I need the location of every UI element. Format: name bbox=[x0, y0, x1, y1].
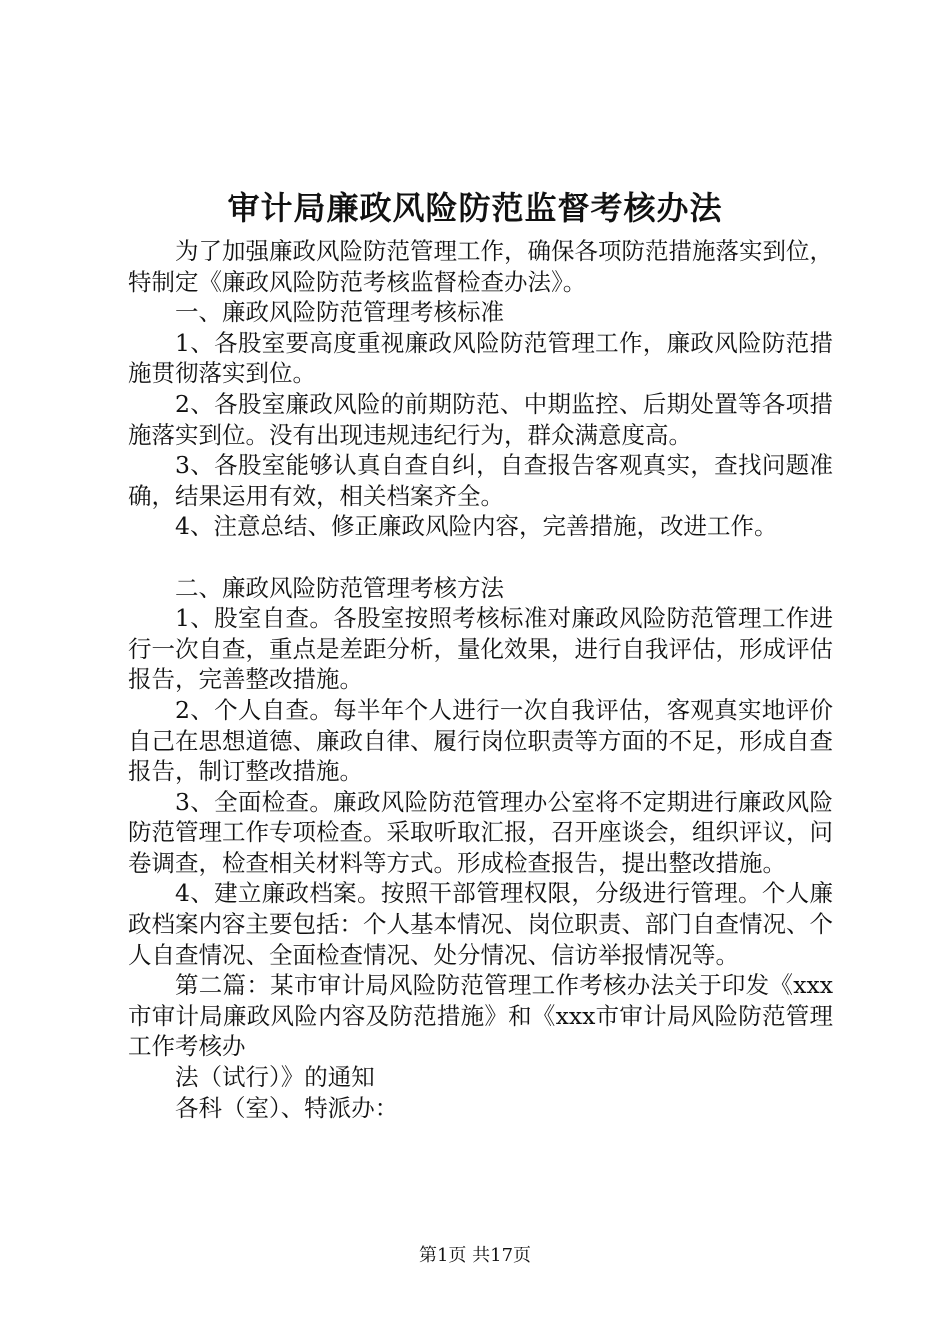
paragraph-method-2: 2、个人自查。每半年个人进行一次自我评估，客观真实地评价自己在思想道德、廉政自律、履行岗位职责等方面的不足，形成自查报告，制订整改措施。 bbox=[128, 695, 833, 786]
paragraph-notice-title: 法（试行）》的通知 bbox=[175, 1063, 375, 1092]
paragraph-method-3: 3、全面检查。廉政风险防范管理办公室将不定期进行廉政风险防范管理工作专项检查。采取听取汇报，召开座谈会，组织评议，问卷调查，检查相关材料等方式。形成检查报告，提出整改措施。 bbox=[128, 787, 833, 877]
paragraph-method-1: 1、股室自查。各股室按照考核标准对廉政风险防范管理工作进行一次自查，重点是差距分析，量化效果，进行自我评估，形成评估报告，完善整改措施。 bbox=[128, 604, 833, 694]
paragraph-standard-2: 2、各股室廉政风险的前期防范、中期监控、后期处置等各项措施落实到位。没有出现违规违纪行为，群众满意度高。 bbox=[128, 389, 833, 449]
section-heading-standards: 一、廉政风险防范管理考核标准 bbox=[175, 298, 504, 327]
paragraph-addressee: 各科（室）、特派办： bbox=[175, 1093, 399, 1122]
paragraph-intro: 为了加强廉政风险防范管理工作，确保各项防范措施落实到位，特制定《廉政风险防范考核监督检查办法》。 bbox=[128, 237, 833, 296]
document-body bbox=[128, 236, 833, 1123]
paragraph-standard-4: 4、注意总结、修正廉政风险内容，完善措施，改进工作。 bbox=[175, 512, 778, 541]
document-title: 审计局廉政风险防范监督考核办法 bbox=[227, 189, 723, 227]
paragraph-method-4: 4、建立廉政档案。按照干部管理权限，分级进行管理。个人廉政档案内容主要包括：个人基本情况、岗位职责、部门自查情况、个人自查情况、全面检查情况、处分情况、信访举报情况等。 bbox=[128, 879, 833, 969]
paragraph-second-article: 第二篇：某市审计局风险防范管理工作考核办法关于印发《xxx市审计局廉政风险内容及防范措施》和《xxx市审计局风险防范管理工作考核办 bbox=[128, 971, 833, 1061]
blank-line bbox=[128, 542, 833, 573]
section-heading-methods: 二、廉政风险防范管理考核方法 bbox=[175, 573, 504, 602]
page-number-footer: 第1页 共17页 bbox=[418, 1245, 532, 1266]
paragraph-standard-3: 3、各股室能够认真自查自纠，自查报告客观真实，查找问题准确，结果运用有效，相关档案齐全。 bbox=[128, 451, 833, 510]
paragraph-standard-1: 1、各股室要高度重视廉政风险防范管理工作，廉政风险防范措施贯彻落实到位。 bbox=[128, 328, 833, 388]
